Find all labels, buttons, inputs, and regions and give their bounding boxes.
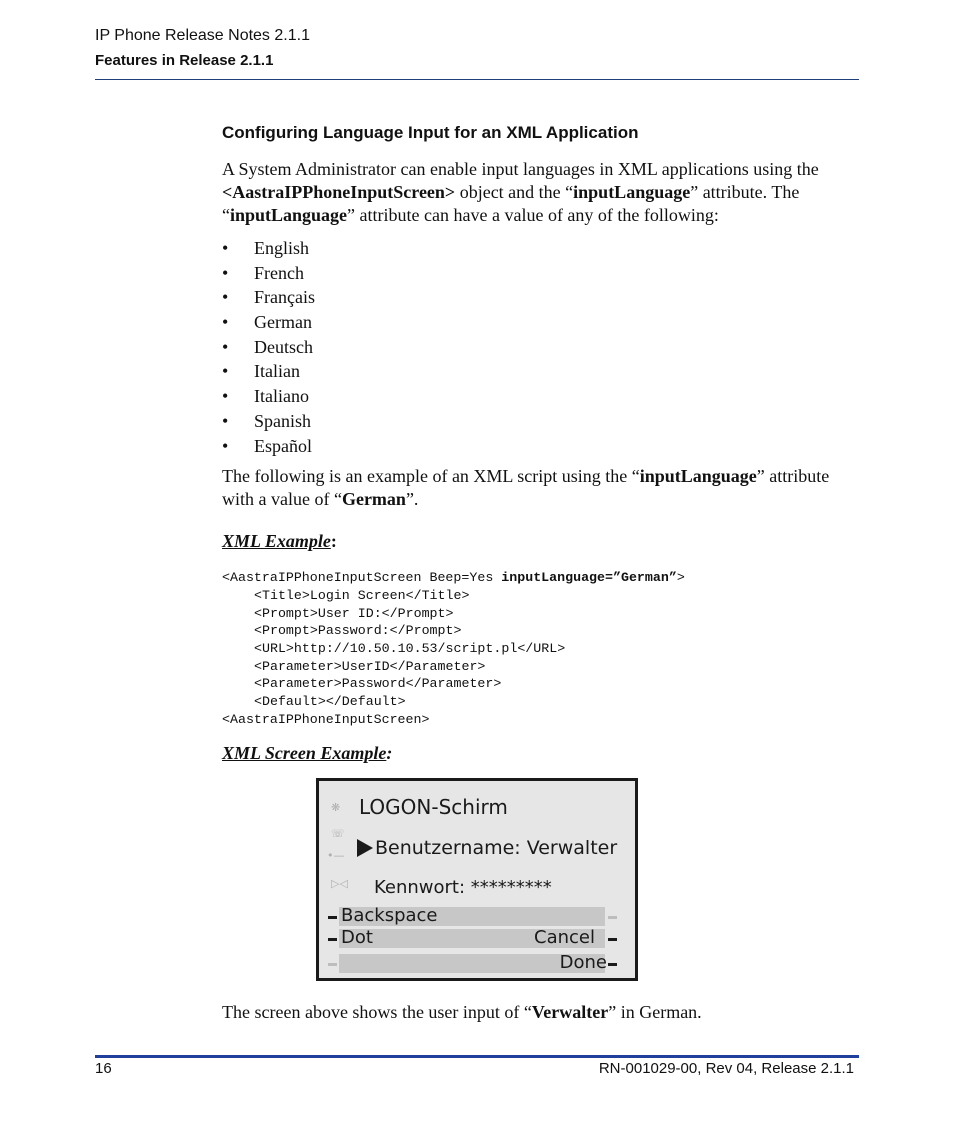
code-line: <Title>Login Screen</Title>: [254, 587, 470, 603]
softkey-cancel[interactable]: Cancel: [534, 927, 595, 948]
example-intro-paragraph: The following is an example of an XML script using the “inputLanguage” attribute with a value of “German”.: [222, 466, 830, 510]
softkey-backspace[interactable]: Backspace: [341, 905, 438, 926]
list-item: • Français: [222, 285, 852, 310]
bullet-icon: •: [222, 312, 229, 333]
document-reference: RN-001029-00, Rev 04, Release 2.1.1: [598, 1060, 854, 1077]
closing-paragraph: The screen above shows the user input of “Verwalter” in German.: [222, 1002, 702, 1022]
list-item: • French: [222, 261, 852, 286]
attribute-name: inputLanguage: [573, 182, 691, 202]
bullet-icon: •: [222, 287, 229, 308]
bullet-icon: •: [222, 435, 229, 456]
phone-screen: [316, 778, 638, 981]
softkey-dash-right: [608, 916, 617, 919]
attribute-name: inputLanguage: [230, 205, 348, 225]
code-line: <AastraIPPhoneInputScreen Beep=Yes inputLanguage=”German”>: [222, 570, 685, 586]
object-name: <AastraIPPhoneInputScreen>: [222, 182, 456, 202]
phone-icon: ☏: [331, 827, 345, 840]
softkey-dash-left: [328, 916, 337, 919]
input-value: Verwalter: [531, 1002, 609, 1022]
softkey-dash-left: [328, 938, 337, 941]
bullet-icon: •: [222, 262, 229, 283]
code-line: <Parameter>UserID</Parameter>: [254, 658, 486, 674]
list-item: • Spanish: [222, 409, 852, 434]
main-content: [222, 122, 852, 765]
softkey-done[interactable]: Done: [559, 952, 607, 973]
phone-username-line: Benutzername: Verwalter: [357, 837, 617, 859]
selection-arrow-icon: [357, 839, 373, 857]
code-line: <Prompt>Password:</Prompt>: [254, 623, 462, 639]
bullet-icon: •: [222, 238, 229, 258]
code-line: <AastraIPPhoneInputScreen>: [222, 711, 430, 727]
language-list: [222, 236, 852, 458]
list-item: • Italiano: [222, 384, 852, 409]
softkey-dot[interactable]: Dot: [341, 927, 373, 948]
intro-paragraph: A System Administrator can enable input languages in XML applications using the <AastraIPPhoneInputScreen> object and the “inputLanguage” attribute. The “inputLanguage” attribute can have a value of any of the following:: [222, 159, 819, 225]
bullet-icon: •: [222, 361, 229, 382]
attribute-name: inputLanguage: [639, 466, 757, 487]
xml-example-heading: XML Example:: [222, 531, 337, 552]
bullet-icon: •: [222, 386, 229, 407]
code-line: <Default></Default>: [254, 694, 406, 710]
phone-password-line: Kennwort: *********: [374, 877, 552, 898]
key-icon: •—: [327, 849, 345, 862]
list-item: • Español: [222, 434, 852, 459]
header-document-title: IP Phone Release Notes 2.1.1: [95, 27, 310, 44]
code-line: <URL>http://10.50.10.53/script.pl</URL>: [254, 641, 566, 656]
bullet-icon: •: [222, 410, 229, 431]
list-item: • German: [222, 310, 852, 335]
xml-code-block: [222, 569, 852, 728]
footer-divider: [95, 1055, 859, 1058]
code-line: <Prompt>User ID:</Prompt>: [254, 605, 454, 621]
settings-icon: ❋: [331, 801, 341, 814]
list-item: • Deutsch: [222, 335, 852, 360]
header-divider: [95, 79, 859, 80]
softkey-dash-right: [608, 963, 617, 966]
media-icon: ▷◁: [331, 877, 348, 890]
header-section-title: Features in Release 2.1.1: [95, 52, 274, 69]
section-heading: Configuring Language Input for an XML Application: [222, 123, 639, 142]
attribute-value: German: [341, 489, 406, 510]
softkey-dash-right: [608, 938, 617, 941]
phone-screen-title: LOGON-Schirm: [359, 795, 508, 819]
list-item: • Italian: [222, 359, 852, 384]
list-item: • English: [222, 236, 852, 261]
code-line: <Parameter>Password</Parameter>: [254, 676, 502, 692]
page-number: 16: [95, 1060, 112, 1077]
xml-screen-heading: XML Screen Example:: [222, 742, 393, 763]
bullet-icon: •: [222, 336, 229, 357]
softkey-dash-left: [328, 963, 337, 966]
